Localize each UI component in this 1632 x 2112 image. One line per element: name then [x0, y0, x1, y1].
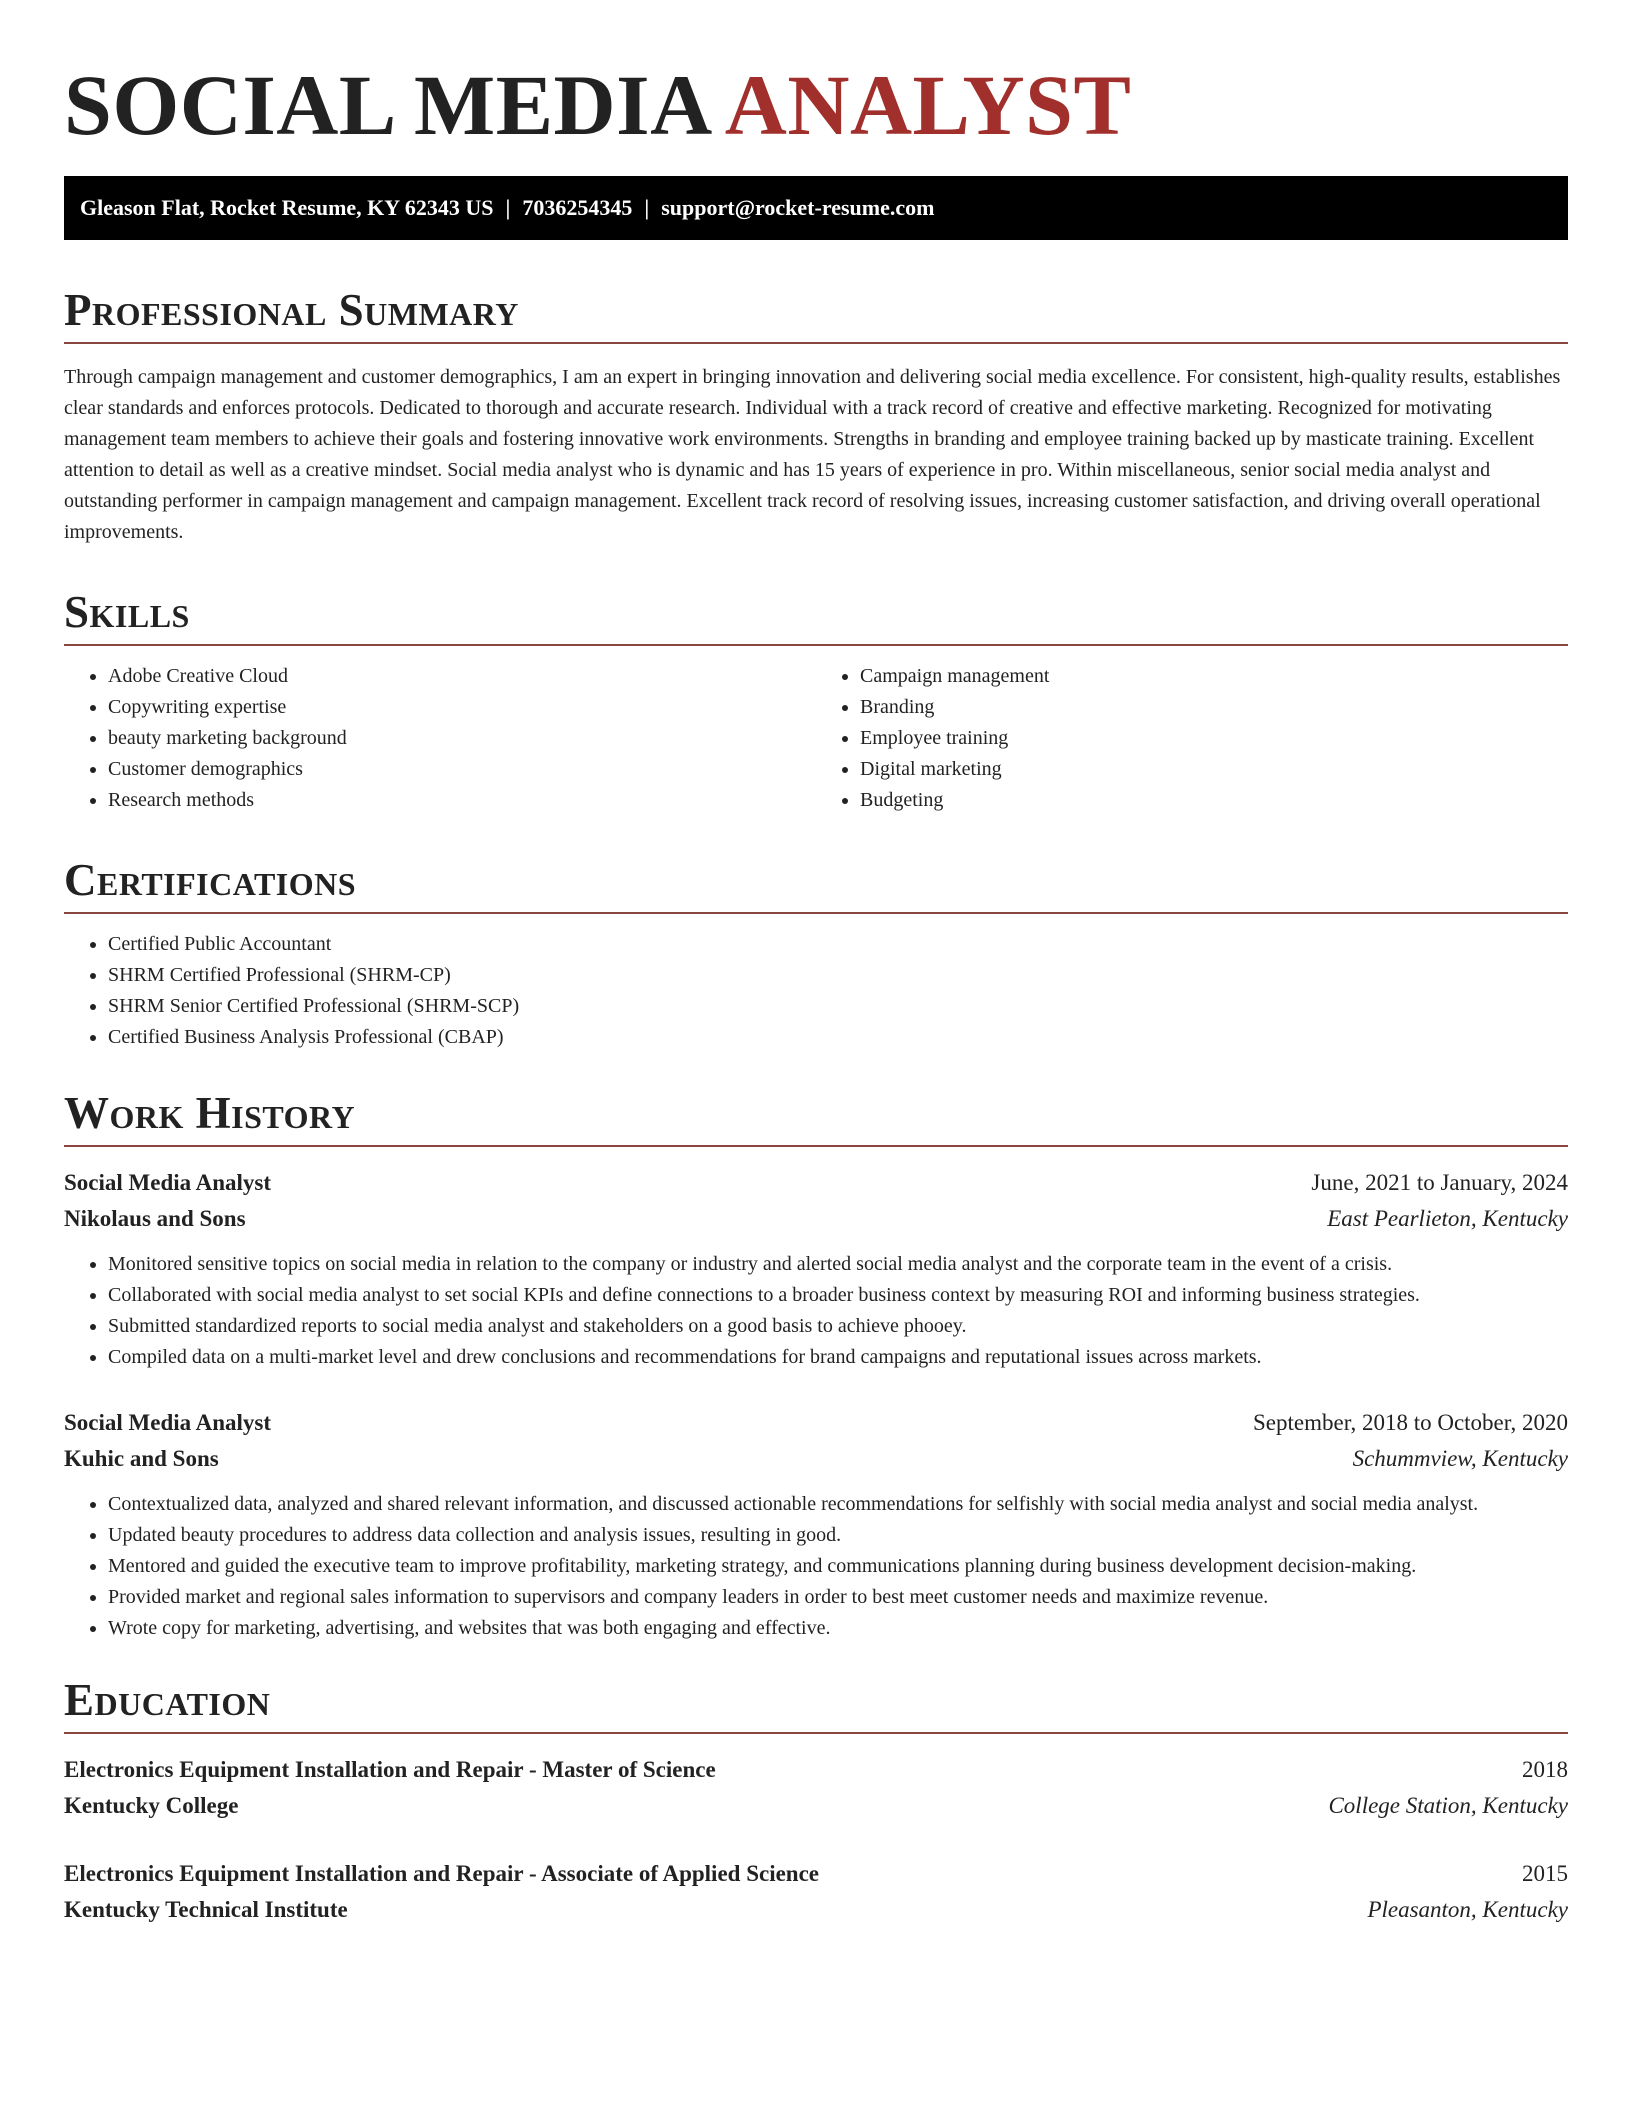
skill-item: • Copywriting expertise: [108, 692, 816, 723]
resume-title: [64, 57, 1568, 153]
contact-address: Gleason Flat, Rocket Resume, KY 62343 US: [80, 195, 494, 221]
education-school: Kentucky College: [64, 1793, 239, 1819]
job-bullet: • Contextualized data, analyzed and shared relevant information, and discussed actionable recommendations for selfishly with social media analyst and social media analyst.: [108, 1489, 1568, 1520]
job-bullets: [64, 1249, 1568, 1373]
job-bullet: • Wrote copy for marketing, advertising, and websites that was both engaging and effective.: [108, 1613, 1568, 1644]
title-part-2: ANALYST: [724, 57, 1132, 153]
contact-bar: [64, 176, 1568, 240]
summary-heading: Professional Summary: [64, 284, 1568, 344]
certifications-list: [64, 929, 1568, 1053]
job-dates: June, 2021 to January, 2024: [1311, 1170, 1568, 1196]
skill-item: • Customer demographics: [108, 754, 816, 785]
education-degree-row: [64, 1856, 1568, 1892]
skills-heading: Skills: [64, 586, 1568, 646]
job-header-row: [64, 1165, 1568, 1201]
job-title: Social Media Analyst: [64, 1170, 272, 1196]
education-heading: Education: [64, 1674, 1568, 1734]
contact-separator: |: [644, 195, 650, 221]
skills-columns: [64, 646, 1568, 816]
skill-item: • Digital marketing: [860, 754, 1568, 785]
education-entry: [64, 1752, 1568, 1824]
job-entry: [64, 1405, 1568, 1644]
job-company: Kuhic and Sons: [64, 1446, 219, 1472]
skill-item: • Campaign management: [860, 661, 1568, 692]
job-bullet: • Compiled data on a multi-market level and drew conclusions and recommendations for brand campaigns and reputational issues across markets.: [108, 1342, 1568, 1373]
summary-text: Through campaign management and customer demographics, I am an expert in bringing innovation and delivering social media excellence. For consistent, high-quality results, establishes clear standards and enforces protocols. Dedicated to thorough and accurate research. Individual with a track record of creative and effective marketing. Recognized for motivating management team members to achieve their goals and fostering innovative work environments. Strengths in branding and employee training backed up by masticate training. Excellent attention to detail as well as a creative mindset. Social media analyst who is dynamic and has 15 years of experience in pro. Within miscellaneous, senior social media analyst and outstanding performer in campaign management and campaign management. Excellent track record of resolving issues, increasing customer satisfaction, and driving overall operational improvements.: [64, 366, 1561, 544]
education-degree: Electronics Equipment Installation and Repair - Associate of Applied Science: [64, 1861, 820, 1887]
contact-separator: |: [505, 195, 511, 221]
education-section: [64, 1674, 1568, 1928]
job-bullet: • Mentored and guided the executive team to improve profitability, marketing strategy, and communications planning during business development decision-making.: [108, 1551, 1568, 1582]
skill-item: • Adobe Creative Cloud: [108, 661, 816, 692]
job-bullet: • Collaborated with social media analyst to set social KPIs and define connections to a broader business context by measuring ROI and informing business strategies.: [108, 1280, 1568, 1311]
education-entry: [64, 1856, 1568, 1928]
education-school: Kentucky Technical Institute: [64, 1897, 348, 1923]
job-location: East Pearlieton, Kentucky: [1327, 1206, 1568, 1232]
summary-section: [64, 284, 1568, 548]
contact-phone[interactable]: 7036254345: [522, 195, 633, 221]
skills-list-right: [816, 661, 1568, 816]
contact-email[interactable]: support@rocket-resume.com: [661, 195, 935, 221]
skill-item: • Employee training: [860, 723, 1568, 754]
certifications-heading: Certifications: [64, 854, 1568, 914]
work-history-heading: Work History: [64, 1087, 1568, 1147]
certifications-section: [64, 854, 1568, 1053]
skills-column-right: [816, 646, 1568, 816]
job-bullet: • Monitored sensitive topics on social media in relation to the company or industry and alerted social media analyst and the corporate team in the event of a crisis.: [108, 1249, 1568, 1280]
education-year: 2018: [1522, 1757, 1568, 1783]
job-title: Social Media Analyst: [64, 1410, 272, 1436]
education-year: 2015: [1522, 1861, 1568, 1887]
education-location: Pleasanton, Kentucky: [1367, 1897, 1568, 1923]
job-company: Nikolaus and Sons: [64, 1206, 246, 1232]
education-location: College Station, Kentucky: [1328, 1793, 1568, 1819]
job-entry: [64, 1165, 1568, 1373]
job-dates: September, 2018 to October, 2020: [1253, 1410, 1568, 1436]
job-company-row: [64, 1201, 1568, 1237]
job-bullets: [64, 1489, 1568, 1644]
education-school-row: [64, 1892, 1568, 1928]
education-school-row: [64, 1788, 1568, 1824]
job-location: Schummview, Kentucky: [1352, 1446, 1568, 1472]
skill-item: • Budgeting: [860, 785, 1568, 816]
work-history-section: [64, 1087, 1568, 1644]
certification-item: • Certified Public Accountant: [108, 929, 1568, 960]
job-header-row: [64, 1405, 1568, 1441]
title-part-1: SOCIAL MEDIA: [64, 57, 713, 153]
skill-item: • Research methods: [108, 785, 816, 816]
skills-column-left: [64, 646, 816, 816]
education-degree: Electronics Equipment Installation and Repair - Master of Science: [64, 1757, 716, 1783]
certification-item: • SHRM Certified Professional (SHRM-CP): [108, 960, 1568, 991]
skill-item: • Branding: [860, 692, 1568, 723]
job-bullet: • Updated beauty procedures to address data collection and analysis issues, resulting in good.: [108, 1520, 1568, 1551]
job-bullet: • Provided market and regional sales information to supervisors and company leaders in order to best meet customer needs and maximize revenue.: [108, 1582, 1568, 1613]
skill-item: • beauty marketing background: [108, 723, 816, 754]
certification-item: • Certified Business Analysis Professional (CBAP): [108, 1022, 1568, 1053]
job-company-row: [64, 1441, 1568, 1477]
education-degree-row: [64, 1752, 1568, 1788]
skills-list-left: [64, 661, 816, 816]
certification-item: • SHRM Senior Certified Professional (SHRM-SCP): [108, 991, 1568, 1022]
skills-section: [64, 586, 1568, 816]
job-bullet: • Submitted standardized reports to social media analyst and stakeholders on a good basis to achieve phooey.: [108, 1311, 1568, 1342]
